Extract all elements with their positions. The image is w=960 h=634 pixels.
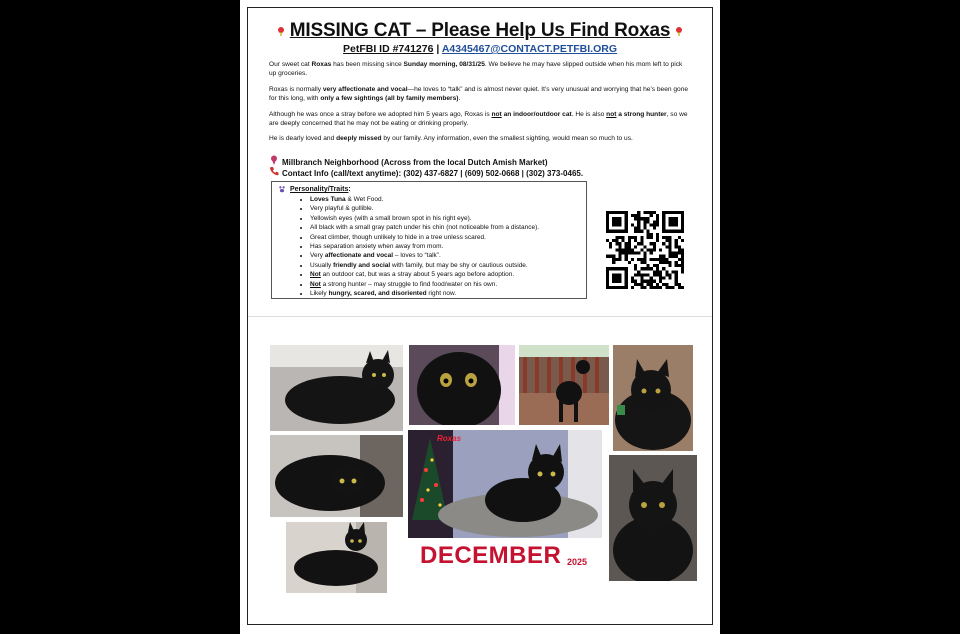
- petfbi-id: PetFBI ID #741276: [342, 43, 434, 55]
- trait-item: • Usually friendly and social with family, but may be shy or cautious outside.: [310, 261, 580, 270]
- paragraph-background: Although he was once a stray before we adopted him 5 years ago, Roxas is not an indoor/outdoor cat. He is also not a strong hunter, so we are deeply concerned that he may not be eating or drinking properly.: [269, 111, 688, 127]
- roxas-tag: Roxas: [437, 434, 462, 443]
- trait-item: • Loves Tuna & Wet Food.: [310, 195, 580, 204]
- cat-photo: [519, 345, 609, 425]
- cat-photo-christmas: [408, 430, 602, 538]
- pushpin-icon: [276, 26, 286, 36]
- pushpin-icon: [674, 26, 684, 36]
- cat-photo: [270, 435, 403, 517]
- cat-photo: [613, 345, 693, 451]
- cat-photo: [609, 455, 697, 581]
- flyer-subtitle: [240, 43, 720, 55]
- trait-item: • Yellowish eyes (with a small brown spot in his right eye).: [310, 214, 580, 223]
- traits-heading: Personality/Traits:: [278, 185, 580, 194]
- qr-code[interactable]: [606, 211, 684, 289]
- contact-line: Contact Info (call/text anytime): (302) 437-6827 | (609) 502-0668 | (302) 373-0465.: [269, 166, 583, 178]
- paragraph-personality: Roxas is normally very affectionate and vocal—he loves to “talk” and is almost never quiet. It’s very unusual and worrying that he’s been gone for this long, with only a few sightings (all by family members).: [269, 86, 689, 102]
- trait-item: • Great climber, though unlikely to hide in a tree unless scared.: [310, 233, 580, 242]
- subtitle-separator: |: [433, 43, 442, 55]
- cat-photo: [286, 522, 387, 593]
- location-line: Millbranch Neighborhood (Across from the local Dutch Amish Market): [269, 155, 548, 167]
- cat-photo: [409, 345, 515, 425]
- traits-list: [278, 195, 580, 298]
- trait-item: • Likely hungry, scared, and disoriented right now.: [310, 289, 580, 298]
- map-pin-icon: [269, 155, 279, 165]
- trait-item: • Has separation anxiety when away from mom.: [310, 242, 580, 251]
- flyer-title: MISSING CAT – Please Help Us Find Roxas: [240, 20, 720, 42]
- phone-icon: [269, 166, 279, 176]
- trait-item: • Not a strong hunter – may struggle to find food/water on his own.: [310, 280, 580, 289]
- trait-item: • All black with a small gray patch under his chin (not noticeable from a distance).: [310, 223, 580, 232]
- cat-photo: [270, 345, 403, 431]
- trait-item: • Very affectionate and vocal – loves to “talk”.: [310, 251, 580, 260]
- paw-icon: [278, 185, 286, 193]
- paragraph-missing-since: Our sweet cat Roxas has been missing since Sunday morning, 08/31/25. We believe he may have slipped outside when his mom left to pick up groceries.: [269, 61, 683, 77]
- trait-item: • Very playful & gullible.: [310, 204, 580, 213]
- traits-box: [271, 181, 587, 299]
- year-label: 2025: [567, 557, 588, 567]
- contact-email-link[interactable]: A4345467@CONTACT.PETFBI.ORG: [441, 43, 618, 55]
- paragraph-loved: He is dearly loved and deeply missed by our family. Any information, even the smallest sighting, would mean so much to us.: [269, 135, 633, 142]
- trait-item: • Not an outdoor cat, but was a stray about 5 years ago before adoption.: [310, 270, 580, 279]
- flyer-page: [240, 0, 720, 634]
- fold-divider: [248, 316, 712, 317]
- month-label: DECEMBER: [420, 542, 562, 569]
